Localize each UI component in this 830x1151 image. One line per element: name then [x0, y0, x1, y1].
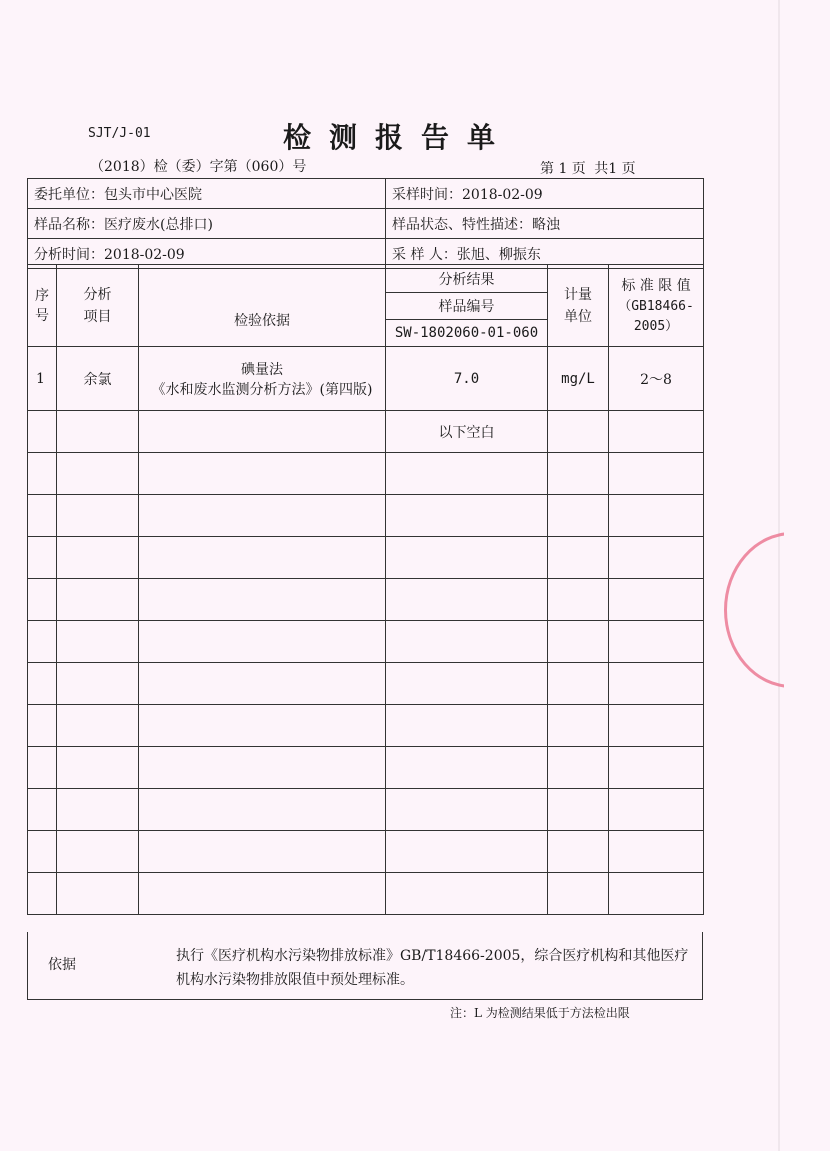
- footnote: 注：L 为检测结果低于方法检出限: [450, 1006, 630, 1020]
- red-seal-stamp: [724, 532, 784, 688]
- basis-text: 执行《医疗机构水污染物排放标准》GB/T18466-2005，综合医疗机构和其他医疗机构水污染物排放限值中预处理标准。: [176, 948, 689, 988]
- row-item: 余氯: [57, 347, 139, 411]
- blank-note: 以下空白: [386, 411, 548, 453]
- row-result: 7.0: [386, 347, 548, 411]
- table-row: [28, 873, 704, 915]
- method-name: 碘量法: [241, 361, 283, 378]
- limit-standard: （GB18466-2005）: [618, 298, 694, 334]
- table-row: [28, 747, 704, 789]
- table-row: [28, 411, 704, 453]
- limit-title: 标 准 限 值: [621, 277, 691, 294]
- report-title: 检测报告单: [283, 121, 514, 154]
- analysis-time-cell: 分析时间：2018-02-09: [28, 239, 386, 269]
- sampler-cell: 采 样 人：张旭、柳振东: [386, 239, 704, 269]
- row-limit: 2～8: [609, 347, 704, 411]
- method-source: 《水和废水监测分析方法》(第四版): [151, 381, 373, 398]
- row-unit: mg/L: [548, 347, 609, 411]
- row-seq: 1: [28, 347, 57, 411]
- col-header-limit: [609, 265, 704, 347]
- col-header-method: 检验依据: [139, 265, 386, 347]
- table-row: [28, 789, 704, 831]
- basis-section: [27, 932, 703, 1000]
- results-table: [27, 264, 704, 915]
- table-row: [28, 579, 704, 621]
- table-row: [28, 705, 704, 747]
- document-id: SJT/J-01: [88, 126, 151, 141]
- sample-state-cell: 样品状态、特性描述：略浊: [386, 209, 704, 239]
- report-number: （2018）检（委）字第（060）号: [90, 159, 307, 175]
- table-row: [28, 537, 704, 579]
- table-row: [28, 831, 704, 873]
- table-row: [28, 347, 704, 411]
- col-header-unit: 计量单位: [548, 265, 609, 347]
- page-number: 第 1 页: [540, 161, 586, 177]
- col-header-result: 分析结果: [386, 265, 548, 293]
- table-row: [28, 495, 704, 537]
- page-total: 共1 页: [594, 161, 636, 177]
- seal-ring: [724, 532, 784, 688]
- col-header-item: 分析项目: [57, 265, 139, 347]
- table-row: [28, 453, 704, 495]
- sampling-time-cell: 采样时间：2018-02-09: [386, 179, 704, 209]
- table-row: [28, 663, 704, 705]
- col-header-sample-no: 样品编号: [386, 293, 548, 320]
- row-method: [139, 347, 386, 411]
- table-row: [28, 621, 704, 663]
- sample-name-cell: 样品名称：医疗废水(总排口): [28, 209, 386, 239]
- page-info: [540, 158, 640, 178]
- info-table: [27, 178, 704, 269]
- col-header-seq: 序号: [28, 265, 57, 347]
- sample-number: SW-1802060-01-060: [386, 320, 548, 347]
- basis-label: 依据: [48, 957, 76, 973]
- client-cell: 委托单位：包头市中心医院: [28, 179, 386, 209]
